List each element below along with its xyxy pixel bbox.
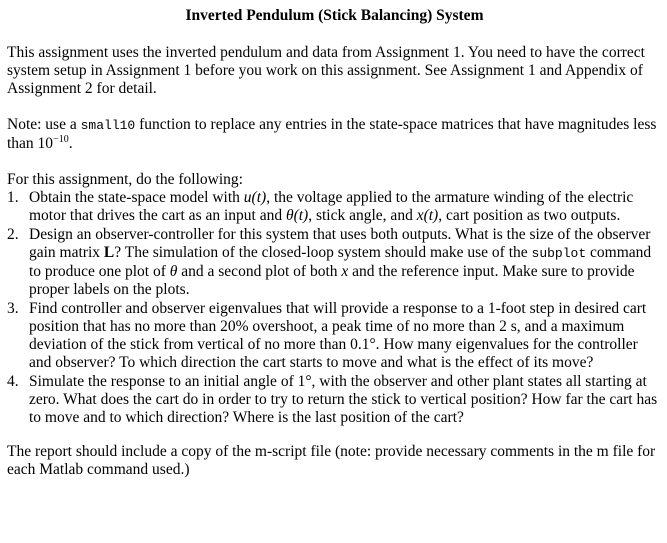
note-code-small10: small10 [80, 118, 136, 133]
task-text: Find controller and observer eigenvalues that will provide a response to a 1-foot step in desired cart position that has no more than 20% overshoot, a peak time of no more than 2 s, and a maximum deviation of the stick from vertical of no more than 0.1°. How many eigenvalues for the controller and observer? To which direction the cart starts to move and what is the effect of its move? [29, 300, 647, 371]
note-exponent: −10 [53, 134, 69, 145]
task-number: 1. [7, 189, 19, 206]
task-text: , cart position as two outputs. [438, 207, 621, 224]
task-text: , stick angle, and [308, 207, 417, 224]
todo-heading: For this assignment, do the following: [7, 171, 243, 188]
note-text-after: function to replace any entries in the state-space matrices that have magnitudes less than 10 [7, 116, 657, 152]
note-paragraph [7, 116, 662, 153]
task-list [7, 189, 662, 427]
math-matrix-L: L [103, 244, 115, 261]
task-number: 4. [7, 373, 19, 390]
task-text: Simulate the response to an initial angle of 1°, with the observer and other plant states all starting at zero. What does the cart do in order to try to return the stick to vertical position? How far the cart has to move and to which direction? Where is the last position of the cart? [29, 373, 658, 426]
task-item-4 [7, 373, 662, 427]
task-item-1 [7, 189, 662, 225]
math-x-t: x(t) [416, 207, 439, 224]
task-text: , the voltage applied to the armature winding of the electric motor that drives the cart as an input and [29, 189, 634, 224]
task-number: 2. [7, 226, 19, 243]
task-text: and the reference input. Make sure to provide proper labels on the plots. [29, 263, 635, 298]
task-item-3 [7, 300, 662, 372]
report-paragraph: The report should include a copy of the m-script file (note: provide necessary comments in the m file for each Matlab command used.) [7, 443, 656, 478]
document-title: Inverted Pendulum (Stick Balancing) System [185, 7, 484, 24]
code-subplot: subplot [531, 246, 587, 261]
task-text: and a second plot of both [177, 263, 342, 280]
math-x: x [341, 263, 349, 280]
intro-paragraph: This assignment uses the inverted pendulum and data from Assignment 1. You need to have the correct system setup in Assignment 1 before you work on this assignment. See Assignment 1 and Appendix of Assignment 2 for detail. [7, 44, 645, 97]
math-theta: θ [169, 263, 178, 280]
task-text: command to produce one plot of [29, 244, 652, 280]
task-text: ? The simulation of the closed-loop system should make use of the [114, 244, 532, 261]
math-u-t: u(t) [243, 189, 267, 206]
task-text: Obtain the state-space model with [29, 189, 244, 206]
task-text: Design an observer-controller for this system that uses both outputs. What is the size of the observer gain matrix [29, 226, 651, 261]
document-page [7, 0, 662, 479]
math-theta-t: θ(t) [285, 207, 309, 224]
note-text-end: . [68, 135, 73, 152]
task-number: 3. [7, 300, 19, 317]
task-item-2 [7, 226, 662, 299]
note-text-before: Note: use a [7, 116, 81, 133]
